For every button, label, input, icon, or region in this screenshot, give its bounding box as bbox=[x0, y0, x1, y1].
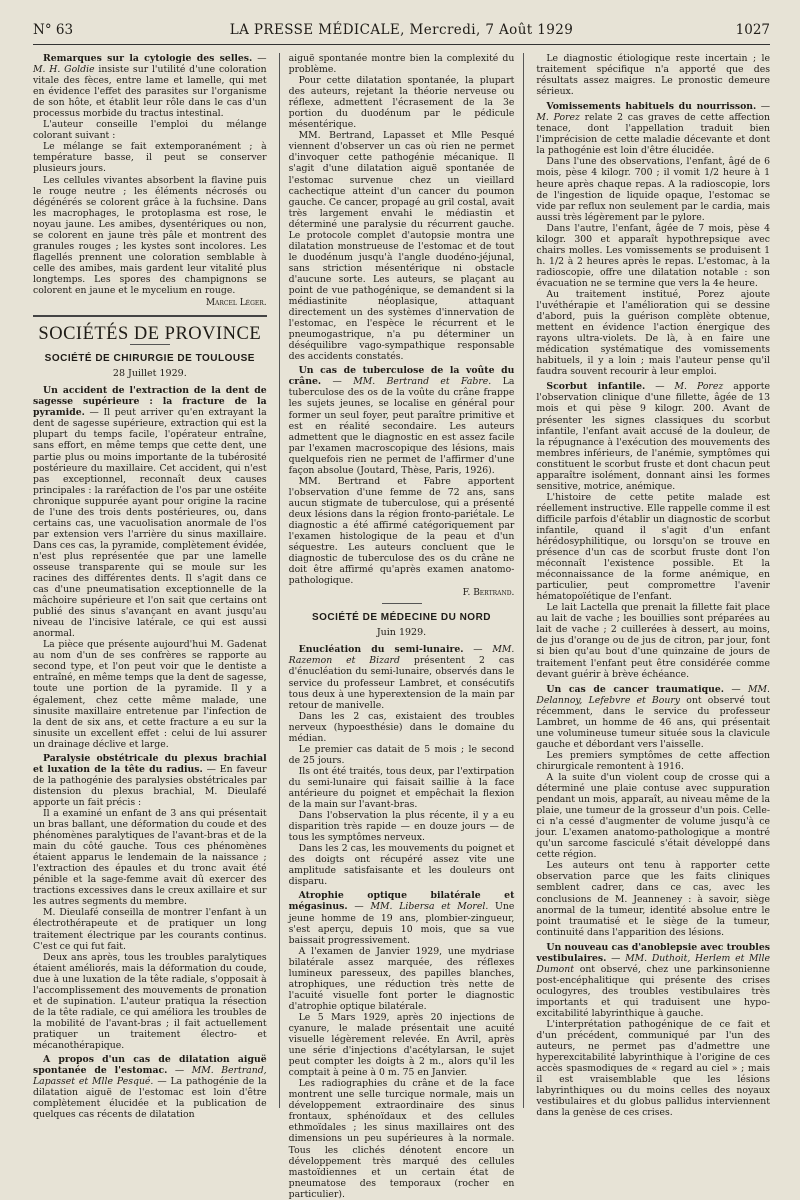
article-cytology: Remarques sur la cytologie des selles. — M. H. Goldie insiste sur l'utilité d'une coloration vitale des fèces, entre lame et lamelle, qui met en évidence l'effet des parasites sur l'organisme de son hôte, et établit leur rôle dans le cas d'un processus morbide du tractus intestinal. bbox=[33, 53, 267, 120]
paragraph: Deux ans après, tous les troubles paralytiques étaient améliorés, mais la déformation du coude, due à une luxation de la tête radiale, s'opposait à l'accomplissement des mouvements de pronation et de supination. L'auteur pratiqua la résection de la tête radiale, ce qui améliora les troubles de la mobilité de l'avant-bras ; il fait actuellement pratiquer un traitement électro- et mécanothérapique. bbox=[33, 951, 267, 1051]
column-left bbox=[33, 53, 267, 1121]
signature: Marcel Léger. bbox=[205, 298, 267, 309]
paragraph: Il a examiné un enfant de 3 ans qui présentait un bras ballant, une déformation du coude et des phénomènes paralytiques de l'avant-bras et de la main du côté gauche. Tous ces phénomènes étaient apparus le lendemain de la naissance ; l'extraction des épaules et du tronc avait été pénible et la sage-femme avait dû exercer des tractions excessives dans le creux axillaire et sur les autres segments du membre. bbox=[33, 808, 267, 908]
paragraph: Le 5 Mars 1929, après 20 injections de cyanure, le malade présentait une acuité visuelle légèrement relevée. En Avril, après une série d'injections d'acétylarsan, le sujet peut compter les doigts à 2 m., alors qu'il les comptait à peine à 0 m. 75 en Janvier. bbox=[288, 1011, 515, 1079]
column-middle bbox=[279, 53, 525, 1200]
paragraph: Le mélange se fait extemporanément ; à température basse, il peut se conserver plusieurs jours. bbox=[33, 141, 267, 175]
divider bbox=[382, 603, 422, 604]
society-name: SOCIÉTÉ DE MÉDECINE DU NORD bbox=[311, 612, 492, 624]
article-extraction bbox=[33, 385, 267, 639]
article-title: Atrophie optique bilatérale et mégasinus. bbox=[288, 890, 515, 913]
paragraph: Le lait Lactella que prenait la fillette fait place au lait de vache ; les bouillies sont préparées au lait de vache ; 2 cuillerées à dessert, au moins, de jus d'orange ou de jus de citron, par jour, font si bien qu'au bout d'une quinzaine de jours de traitement l'enfant peut être considérée comme devant guérir à brève échéance. bbox=[536, 602, 770, 680]
article-author: M. H. Goldie bbox=[33, 64, 95, 76]
article-title: Scorbut infantile. bbox=[546, 381, 646, 393]
article-title: A propos d'un cas de dilatation aiguë spontanée de l'estomac. bbox=[33, 1054, 267, 1077]
article-dilatation: A propos d'un cas de dilatation aiguë spontanée de l'estomac. — MM. Bertrand, Lapasset et Mlle Pesqué. — La pathogénie de la dilatation aiguë de l'estomac est loin d'être complètement élucidée et la publication de quelques cas récents de dilatation bbox=[33, 1054, 267, 1121]
session-date: 28 Juillet 1929. bbox=[112, 368, 187, 380]
issue-number: N° 63 bbox=[33, 22, 74, 38]
paragraph: MM. Bertrand et Fabre apportent l'observation d'une femme de 72 ans, sans aucun stigmate de tuberculose, qui a présenté deux lésions dans la région fronto-pariétale. Le diagnostic a été affirmé catégoriquement par l'examen histologique de la peau et d'un séquestre. Les auteurs concluent que le diagnostic de tuberculose des os du crâne ne doit être affirmé qu'après examen anatomo-pathologique. bbox=[288, 475, 515, 587]
paragraph: M. Dieulafé conseilla de montrer l'enfant à un électrothérapeute et de pratiquer un long traitement électrique par les courants continus. C'est ce qui fut fait. bbox=[33, 907, 267, 952]
paragraph: — En faveur de la pathogénie des paralysies obstétricales par distension du plexus brachial, M. Dieulafé apporte un fait précis : bbox=[33, 763, 267, 808]
article-author: MM. Razemon et Bizard bbox=[288, 644, 515, 667]
signature: F. Bertrand. bbox=[462, 588, 515, 599]
paragraph: L'histoire de cette petite malade est réellement instructive. Elle rappelle comme il est difficile parfois d'établir un diagnostic de scorbut infantile, quand il s'agit d'un enfant hérédosyphilitique, ou lorsqu'on se trouve en présence d'un cas de scorbut fruste dont l'on méconnaît l'existence possible. Et la méconnaissance de la forme anémique, en particulier, peut compromettre l'avenir hématopoïétique de l'enfant. bbox=[536, 491, 770, 603]
paragraph: MM. Bertrand, Lapasset et Mlle Pesqué viennent d'observer un cas où rien ne permet d'invoquer cette pathogénie mécanique. Il s'agit d'une dilatation aiguë spontanée de l'estomac survenue chez un vieillard cachectique atteint d'un cancer du poumon gauche. Ce cancer, propagé au gril costal, avait très largement envahi le médiastin et déterminé une paralysie du récurrent gauche. Le protocole complet d'autopsie montra une dilatation monstrueuse de l'estomac et de tout le duodénum jusqu'à l'angle duodéno-jéjunal, sans striction mésentérique ni obstacle d'aucune sorte. Les auteurs, se plaçant au point de vue pathogénique, se demandent si la médiastinite néoplasique, attaquant directement un des systèmes d'innervation de l'estomac, en l'espèce le récurrent et le pneumogastrique, n'a pu déterminer un déséquilibre vago-sympathique responsable des accidents constatés. bbox=[288, 130, 515, 363]
paragraph: La tuberculose des os de la voûte du crâne frappe les sujets jeunes, se localise en général pour former un seul foyer, peut paraître primitive et est en réalité secondaire. Les auteurs admettent que le diagnostic en est assez facile par l'examen macroscopique des lésions, mais quelquefois rien ne permet de l'affirmer d'une façon absolue (Joutard, Thèse, Paris, 1926). bbox=[288, 376, 515, 476]
paragraph: Dans l'une des observations, l'enfant, âgé de 6 mois, pèse 4 kilogr. 700 ; il vomit 1/2 heure à 1 heure après chaque repas. A la radioscopie, lors de l'ingestion de liquide opaque, l'estomac se vide par reflux non seulement par le cardia, mais aussi très légèrement par le pylore. bbox=[536, 156, 770, 223]
page-header bbox=[33, 20, 770, 45]
paragraph: Les radiographies du crâne et de la face montrent une selle turcique normale, mais un développement extraordinaire des sinus frontaux, sphénoïdaux et des cellules ethmoïdales ; les sinus maxillaires ont des dimensions un peu supérieures à la normale. Tous les clichés dénotent encore un développement très marqué des cellules mastoïdiennes et un certain état de pneumatose des temporaux (rocher en particulier). bbox=[288, 1078, 515, 1200]
article-cancer: Un cas de cancer traumatique. — MM. Delannoy, Lefebvre et Boury ont observé tout récemment, dans le service du professeur Lambret, un homme de 46 ans, qui présentait une volumineuse tumeur située sous la clavicule gauche et débordant vers l'aisselle. bbox=[536, 683, 770, 750]
article-title: Un cas de cancer traumatique. bbox=[546, 683, 725, 695]
paragraph: ont observé, chez une parkinsonienne post-encéphalitique qui présente des crises oculogyres, des troubles vestibulaires très importants et qui traduisent une hypo-excitabilité labyrinthique à gauche. bbox=[536, 963, 770, 1019]
paragraph: Le premier cas datait de 5 mois ; le second de 25 jours. bbox=[288, 743, 515, 766]
paragraph: L'auteur conseille l'emploi du mélange colorant suivant : bbox=[33, 119, 267, 142]
paragraph: Dans les 2 cas, existaient des troubles nerveux (hypoesthésie) dans le domaine du médian. bbox=[288, 710, 515, 744]
paragraph: présentent 2 cas d'énucléation du semi-lunaire, observés dans le service du professeur Lambret, et consécutifs tous deux à une hyperextension de la main par retour de manivelle. bbox=[288, 655, 515, 711]
article-author: M. Porez bbox=[536, 112, 580, 124]
article-paralysis bbox=[33, 753, 267, 808]
paragraph: A la suite d'un violent coup de crosse qui a déterminé une plaie contuse avec suppuration pendant un mois, apparaît, au niveau même de la plaie, une tumeur de la grosseur d'un pois. Celle-ci n'a cessé d'augmenter de volume jusqu'à ce jour. L'examen anatomo-pathologique a montré qu'un sarcome fasciculé s'était développé dans cette région. bbox=[536, 772, 770, 861]
article-atrophy: Atrophie optique bilatérale et mégasinus. — MM. Libersa et Morel. Une jeune homme de 19 ans, plombier-zingueur, s'est aperçu, depuis 10 mois, que sa vue baissait progressivement. bbox=[288, 890, 515, 946]
article-vomiting: Vomissements habituels du nourrisson. — M. Porez relate 2 cas graves de cette affection tenace, dont l'appellation traduit bien l'imprécision de cette maladie décevante et dont la pathogénie est loin d'être élucidée. bbox=[536, 101, 770, 157]
paragraph: insiste sur l'utilité d'une coloration vitale des fèces, entre lame et lamelle, qui met en évidence l'effet des parasites sur l'organisme de son hôte, et établit leur rôle dans le cas d'un processus morbide du tractus intestinal. bbox=[33, 64, 267, 120]
journal-title: LA PRESSE MÉDICALE, Mercredi, 7 Août 1929 bbox=[229, 22, 574, 38]
paragraph: Les premiers symptômes de cette affection chirurgicale remontent à 1916. bbox=[536, 749, 770, 772]
article-author: MM. Delannoy, Lefebvre et Boury bbox=[536, 683, 770, 706]
paragraph: Au traitement institué, Porez ajoute l'uvéthérapie et l'amélioration qui se dessine d'abord, puis la guérison complète obtenue, mettent en évidence l'action énergique des rayons ultra-violets. De là, à en faire une médication systématique des vomissements habituels, il y a loin ; mais l'auteur pense qu'il faudra souvent recourir à leur emploi. bbox=[536, 288, 770, 378]
paragraph: Dans l'observation la plus récente, il y a eu disparition très rapide — en douze jours — de tous les symptômes nerveux. bbox=[288, 810, 515, 844]
article-tuberculosis: Un cas de tuberculose de la voûte du crâne. — MM. Bertrand et Fabre. La tuberculose des os de la voûte du crâne frappe les sujets jeunes, se localise en général pour former un seul foyer, peut paraître primitive et est en réalité secondaire. Les auteurs admettent que le diagnostic en est assez facile par l'examen macroscopique des lésions, mais quelquefois rien ne permet de l'affirmer d'une façon absolue (Joutard, Thèse, Paris, 1926). bbox=[288, 365, 515, 476]
paragraph: ont observé tout récemment, dans le service du professeur Lambret, un homme de 46 ans, qui présentait une volumineuse tumeur située sous la clavicule gauche et débordant vers l'aisselle. bbox=[536, 694, 770, 750]
article-author: MM. Bertrand et Fabre. bbox=[353, 376, 492, 388]
article-author: MM. Libersa et Morel. bbox=[370, 901, 489, 913]
article-enucleation: Enucléation du semi-lunaire. — MM. Razemon et Bizard présentent 2 cas d'énucléation du semi-lunaire, observés dans le service du professeur Lambret, et consécutifs tous deux à une hyperextension de la main par retour de manivelle. bbox=[288, 644, 515, 711]
paragraph: — Il peut arriver qu'en extrayant la dent de sagesse supérieure, extraction qui est la plupart du temps facile, l'opérateur entraîne, sans effort, en même temps que cette dent, une partie plus ou moins importante de la tubérosité postérieure du maxillaire. Cet accident, qui n'est pas exceptionnel, reconnaît deux causes principales : la raréfaction de l'os par une ostéite chronique suppurée ayant pour origine la racine de l'une des trois dents postérieures, ou, dans certains cas, une vacuolisation anormale de l'os par extension vers l'arrière du sinus maxillaire. Dans ces cas, la pyramide, complètement évidée, n'est plus représentée que par une lamelle osseuse transparente qui se moule sur les racines des différentes dents. Il s'agit dans ce cas d'une pneumatisation exceptionnelle de la mâchoire supérieure et l'on sait que certains ont publié des sinus s'avançant en avant jusqu'au niveau de l'incisive latérale, ce qui est aussi anormal. bbox=[33, 407, 267, 640]
article-author: MM. Duthoit, Herlem et Mlle Dumont bbox=[536, 952, 770, 975]
article-title: Un nouveau cas d'anoblepsie avec troubles vestibulaires. bbox=[536, 941, 770, 964]
column-right bbox=[536, 53, 770, 1119]
society-name: SOCIÉTÉ DE CHIRURGIE DE TOULOUSE bbox=[44, 353, 255, 365]
article-title: Un accident de l'extraction de la dent de sagesse supérieure : la fracture de la pyramide. bbox=[33, 385, 267, 419]
paragraph: apporte l'observation clinique d'une fillette, âgée de 13 mois et qui pèse 9 kilogr. 200. Avant de présenter les signes classiques du scorbut infantile, l'enfant avait accusé de la douleur, de la répugnance à l'exécution des mouvements des membres inférieurs, de l'anémie, symptômes qui constituent le scorbut fruste et dont chacun peut apparaître isolément, donnant ainsi les formes sensitive, motrice, anémique. bbox=[536, 381, 770, 492]
section-divider bbox=[33, 315, 267, 317]
paragraph: — La pathogénie de la dilatation aiguë de l'estomac est loin d'être complètement élucidée et la publication de quelques cas récents de dilatation bbox=[33, 1076, 267, 1121]
paragraph: relate 2 cas graves de cette affection tenace, dont l'appellation traduit bien l'imprécision de cette maladie décevante et dont la pathogénie est loin d'être élucidée. bbox=[536, 112, 770, 157]
paragraph: La pièce que présente aujourd'hui M. Gadenat au nom d'un de ses confrères se rapporte au second type, et l'on peut voir que le dentiste a entraîné, en même temps que la dent de sagesse, toute une portion de la pyramide. Il y a également, chez cette même malade, une sinusite maxillaire entretenue par l'infection de la dent de six ans, et cette fracture a eu sur la sinusite un excellent effet : celui de lui assurer un drainage déclive et large. bbox=[33, 639, 267, 750]
article-title: Paralysie obstétricale du plexus brachial et luxation de la tête du radius. bbox=[33, 752, 267, 775]
paragraph: A l'examen de Janvier 1929, une mydriase bilatérale assez marquée, des réflexes lumineux paresseux, des papilles blanches, atrophiques, une réduction très nette de l'acuité visuelle font porter le diagnostic d'atrophie optique bilatérale. bbox=[288, 945, 515, 1012]
article-title: Vomissements habituels du nourrisson. bbox=[546, 101, 757, 113]
paragraph: Dans l'autre, l'enfant, âgée de 7 mois, pèse 4 kilogr. 300 et apparaît hypothrepsique avec chairs molles. Les vomissements se produisent 1 h. 1/2 à 2 heures après le repas. L'estomac, à la radioscopie, offre une dilatation notable : son évacuation ne se termine que vers la 4e heure. bbox=[536, 222, 770, 289]
section-title: SOCIÉTÉS DE PROVINCE bbox=[38, 324, 262, 345]
paragraph: Les auteurs ont tenu à rapporter cette observation parce que les faits cliniques semblent cadrer, dans ce cas, avec les conclusions de M. Jeanneney : à savoir, siège anormal de la tumeur, identité absolue entre le point traumatisé et le siège de la tumeur, continuité dans l'apparition des lésions. bbox=[536, 860, 770, 938]
paragraph: Le diagnostic étiologique reste incertain ; le traitement spécifique n'a apporté que des résultats assez maigres. Le pronostic demeure sérieux. bbox=[536, 53, 770, 98]
article-author: MM. Bertrand, Lapasset et Mlle Pesqué. bbox=[33, 1065, 267, 1088]
session-date: Juin 1929. bbox=[376, 627, 427, 639]
paragraph: Une jeune homme de 19 ans, plombier-zingueur, s'est aperçu, depuis 10 mois, que sa vue baissait progressivement. bbox=[288, 901, 515, 946]
paragraph: Pour cette dilatation spontanée, la plupart des auteurs, rejetant la théorie nerveuse ou réflexe, admettent l'écrasement de la 3e portion du duodénum par le pédicule mésentérique. bbox=[288, 75, 515, 131]
paragraph: aiguë spontanée montre bien la complexité du problème. bbox=[288, 53, 515, 76]
paragraph: Dans les 2 cas, les mouvements du poignet et des doigts ont récupéré assez vite une amplitude satisfaisante et les douleurs ont disparu. bbox=[288, 843, 515, 888]
columns bbox=[33, 53, 770, 1200]
paragraph: L'interprétation pathogénique de ce fait et d'un précédent, communiqué par l'un des auteurs, ne permet pas d'admettre une hyperexcitabilité labyrinthique à l'origine de ces accès spasmodiques de « regard au ciel » ; mais il est vraisemblable que les lésions labyrinthiques ou du moins celles des noyaux vestibulaires et du globus pallidus interviennent dans la genèse de ces crises. bbox=[536, 1019, 770, 1119]
article-scurvy: Scorbut infantile. — M. Porez apporte l'observation clinique d'une fillette, âgée de 13 mois et qui pèse 9 kilogr. 200. Avant de présenter les signes classiques du scorbut infantile, l'enfant avait accusé de la douleur, de la répugnance à l'exécution des mouvements des membres inférieurs, de l'anémie, symptômes qui constituent le scorbut fruste et dont chacun peut apparaître isolément, donnant ainsi les formes sensitive, motrice, anémique. bbox=[536, 381, 770, 492]
article-author: M. Porez bbox=[674, 381, 724, 393]
divider bbox=[130, 344, 170, 345]
article-title: Enucléation du semi-lunaire. bbox=[298, 644, 464, 656]
article-title: Remarques sur la cytologie des selles. bbox=[43, 53, 253, 64]
article-anoblepsia: Un nouveau cas d'anoblepsie avec troubles vestibulaires. — MM. Duthoit, Herlem et Mlle Dumont ont observé, chez une parkinsonienne post-encéphalitique qui présente des crises oculogyres, des troubles vestibulaires très importants et qui traduisent une hypo-excitabilité labyrinthique à gauche. bbox=[536, 941, 770, 1019]
paragraph: Ils ont été traités, tous deux, par l'extirpation du semi-lunaire qui faisait saillie à la face antérieure du poignet et empêchait la flexion de la main sur l'avant-bras. bbox=[288, 765, 515, 811]
paragraph: Les cellules vivantes absorbent la flavine puis le rouge neutre ; les éléments nécrosés ou dégénérés se colorent grâce à la fuchsine. Dans les macrophages, le protoplasma est rose, le noyau jaune. Les amibes, dysentériques ou non, se colorent en jaune très pâle et montrent des granules rouges ; les kystes sont incolores. Les flagellés prennent une coloration semblable à celle des amibes, mais gardent leur vitalité plus longtemps. Les spores des champignons se colorent en jaune et le mycelium en rouge. bbox=[33, 174, 267, 296]
article-title: Un cas de tuberculose de la voûte du crâne. bbox=[288, 365, 515, 388]
page-number: 1027 bbox=[735, 22, 770, 38]
